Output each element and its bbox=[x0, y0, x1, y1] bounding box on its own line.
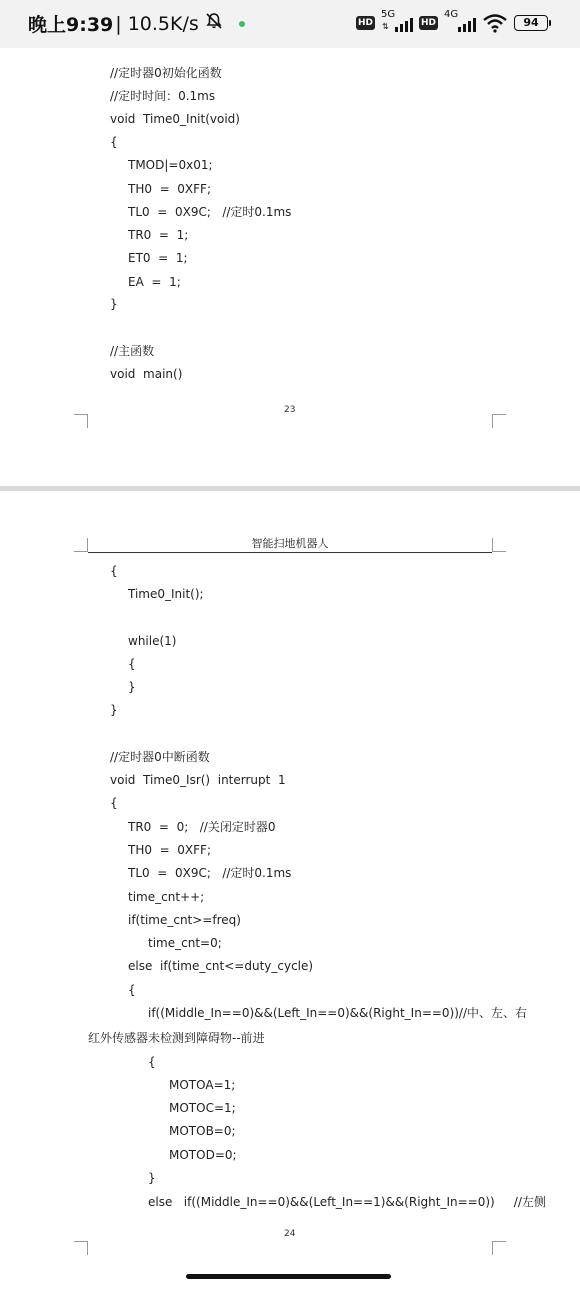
margin-corner-mark bbox=[492, 414, 506, 428]
page-number: 23 bbox=[284, 405, 296, 415]
header-rule bbox=[88, 552, 492, 553]
signal-4g-icon bbox=[444, 9, 476, 33]
code-line: MOTOB=0; bbox=[169, 1124, 236, 1138]
page-number: 24 bbox=[284, 1229, 296, 1239]
code-line: void main() bbox=[110, 367, 183, 381]
margin-corner-mark bbox=[492, 538, 506, 552]
code-line: MOTOA=1; bbox=[169, 1078, 236, 1092]
code-line: TH0 = 0XFF; bbox=[128, 182, 212, 196]
code-line: void Time0_Init(void) bbox=[110, 112, 240, 126]
code-line: time_cnt=0; bbox=[148, 936, 222, 950]
battery-level: 94 bbox=[523, 16, 539, 29]
signal-5g-icon: 5G ⇅ bbox=[381, 13, 413, 33]
code-line: } bbox=[110, 703, 118, 717]
code-line: //定时器0初始化函数 bbox=[110, 66, 222, 80]
code-line: TL0 = 0X9C; //定时0.1ms bbox=[128, 866, 292, 880]
code-line: ET0 = 1; bbox=[128, 251, 188, 265]
network-4g-label: 4G bbox=[444, 9, 459, 20]
code-line: EA = 1; bbox=[128, 275, 181, 289]
code-line: time_cnt++; bbox=[128, 890, 205, 904]
status-left bbox=[28, 10, 245, 37]
margin-corner-mark bbox=[74, 1241, 88, 1255]
code-line: { bbox=[110, 135, 118, 149]
margin-corner-mark bbox=[74, 414, 88, 428]
code-line: } bbox=[128, 680, 136, 694]
code-line: TL0 = 0X9C; //定时0.1ms bbox=[128, 205, 292, 219]
clock: 晚上9:39 bbox=[28, 14, 114, 36]
code-line: MOTOD=0; bbox=[169, 1148, 237, 1162]
code-line: 红外传感器未检测到障碍物--前进 bbox=[88, 1031, 265, 1045]
code-line: else if((Middle_In==0)&&(Left_In==1)&&(Right_In==0)) //左侧 bbox=[148, 1195, 546, 1209]
hd-badge: HD bbox=[357, 18, 373, 28]
code-line: Time0_Init(); bbox=[128, 587, 204, 601]
wifi-icon bbox=[482, 13, 508, 33]
code-line: TMOD|=0x01; bbox=[128, 158, 213, 172]
code-line: //定时时间：0.1ms bbox=[110, 89, 216, 103]
code-line: { bbox=[128, 983, 136, 997]
code-line: while(1) bbox=[128, 634, 177, 648]
code-line: { bbox=[148, 1055, 156, 1069]
margin-corner-mark bbox=[74, 538, 88, 552]
net-speed: | 10.5K/s bbox=[115, 12, 199, 35]
code-line: TR0 = 0; //关闭定时器0 bbox=[128, 820, 276, 834]
document-page-24 bbox=[0, 491, 580, 1289]
code-line: if((Middle_In==0)&&(Left_In==0)&&(Right_In==0))//中、左、右 bbox=[148, 1006, 528, 1020]
code-line: } bbox=[110, 297, 118, 311]
hd-badge-2: HD bbox=[420, 18, 436, 28]
network-5g-label: 5G bbox=[380, 9, 396, 20]
home-indicator[interactable] bbox=[186, 1274, 391, 1279]
document-page-23 bbox=[0, 48, 580, 486]
code-line: if(time_cnt>=freq) bbox=[128, 913, 241, 927]
battery-icon bbox=[514, 15, 548, 31]
code-line: { bbox=[128, 657, 136, 671]
code-line: //主函数 bbox=[110, 344, 155, 358]
code-line: else if(time_cnt<=duty_cycle) bbox=[128, 959, 314, 973]
code-line: MOTOC=1; bbox=[169, 1101, 236, 1115]
code-line: } bbox=[148, 1171, 156, 1185]
code-line: TR0 = 1; bbox=[128, 228, 189, 242]
status-bar bbox=[0, 0, 580, 48]
page-header-title: 智能扫地机器人 bbox=[251, 537, 329, 550]
status-right bbox=[356, 9, 548, 33]
code-line: //定时器0中断函数 bbox=[110, 750, 210, 764]
code-line: TH0 = 0XFF; bbox=[128, 843, 212, 857]
code-line: { bbox=[110, 564, 118, 578]
code-line: void Time0_Isr() interrupt 1 bbox=[110, 773, 286, 787]
code-line: { bbox=[110, 796, 118, 810]
bell-muted-icon bbox=[205, 12, 223, 35]
margin-corner-mark bbox=[492, 1241, 506, 1255]
notification-dot bbox=[239, 21, 245, 27]
